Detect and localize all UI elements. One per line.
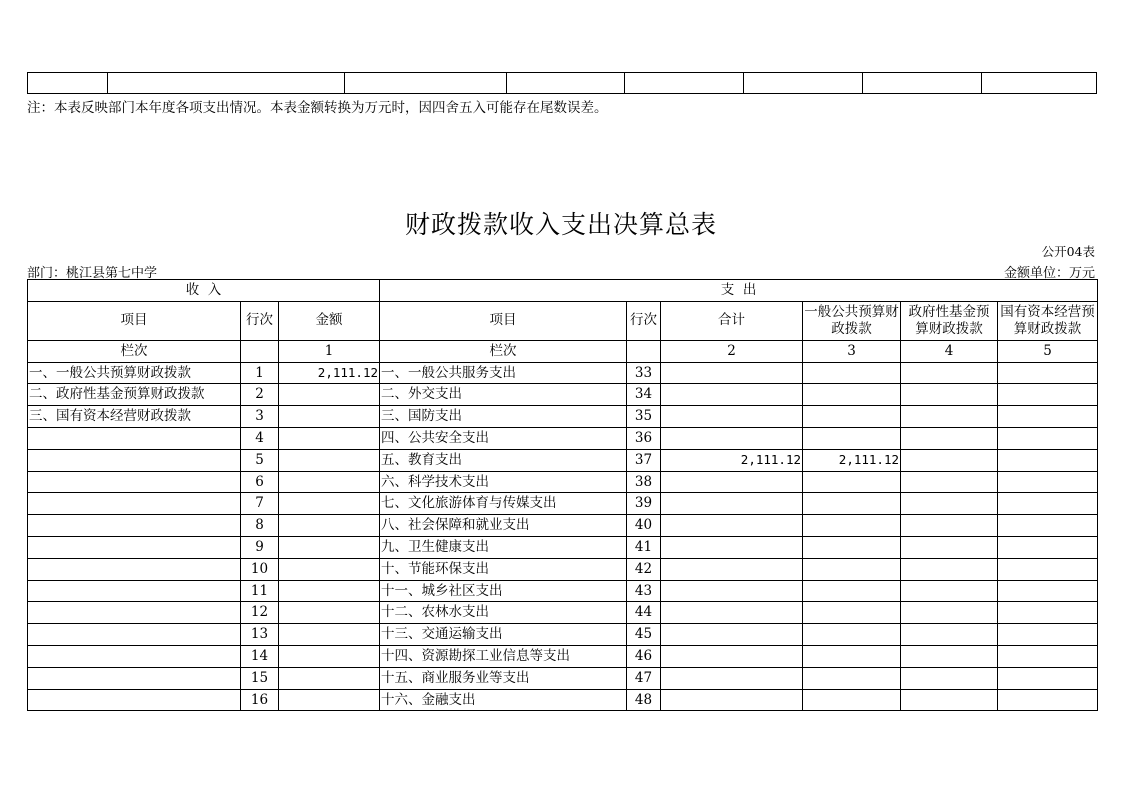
gov-fund-amount-cell [901,362,998,384]
expense-item-cell: 八、社会保障和就业支出 [380,515,627,537]
expense-row-no-cell: 47 [627,667,661,689]
expense-total-cell [661,689,803,711]
expense-item-cell: 二、外交支出 [380,384,627,406]
general-budget-amount-cell [803,471,901,493]
income-item-cell [28,449,241,471]
expense-item-cell: 十三、交通运输支出 [380,624,627,646]
income-amount-cell [279,645,380,667]
col-index-4: 4 [901,340,998,362]
state-capital-amount-cell [998,536,1098,558]
state-capital-amount-cell [998,471,1098,493]
table-row [28,689,1098,711]
gov-fund-amount-cell [901,384,998,406]
expense-row-no-cell: 43 [627,580,661,602]
amount-unit-label: 金额单位：万元 [1003,266,1095,281]
expense-total-cell [661,362,803,384]
income-item-cell [28,580,241,602]
expense-total-cell [661,536,803,558]
income-amount-cell [279,624,380,646]
table-row [28,602,1098,624]
income-row-no-cell: 8 [241,515,279,537]
income-amount-cell [279,427,380,449]
expense-total-cell [661,580,803,602]
total-header: 合计 [661,301,803,340]
income-item-cell [28,558,241,580]
expense-total-cell [661,471,803,493]
state-capital-amount-cell [998,427,1098,449]
income-row-no-cell: 5 [241,449,279,471]
expense-total-cell [661,493,803,515]
expense-row-no-cell: 42 [627,558,661,580]
income-row-no-cell: 14 [241,645,279,667]
income-amount-cell [279,558,380,580]
table-row [28,449,1098,471]
empty-cell [241,340,279,362]
income-amount-cell [279,493,380,515]
empty-cell [108,73,345,94]
income-amount-cell [279,602,380,624]
table-row [28,667,1098,689]
income-row-no-cell: 6 [241,471,279,493]
income-item-cell [28,427,241,449]
expense-item-cell: 五、教育支出 [380,449,627,471]
table-body [28,362,1098,711]
table-row [28,384,1098,406]
income-amount-cell [279,689,380,711]
gov-fund-amount-cell [901,427,998,449]
state-capital-amount-cell [998,515,1098,537]
income-amount-cell [279,449,380,471]
gov-fund-amount-cell [901,580,998,602]
expense-row-no-cell: 34 [627,384,661,406]
general-budget-amount-cell [803,427,901,449]
expense-row-no-cell: 48 [627,689,661,711]
general-budget-amount-cell [803,558,901,580]
expense-total-cell [661,667,803,689]
empty-cell [625,73,744,94]
general-budget-amount-cell [803,536,901,558]
expense-row-no-cell: 40 [627,515,661,537]
column-header-row [28,301,1098,340]
table-row [28,515,1098,537]
expense-col-label: 栏次 [380,340,627,362]
income-row-no-cell: 11 [241,580,279,602]
expense-item-cell: 十四、资源勘探工业信息等支出 [380,645,627,667]
expense-row-no-cell: 36 [627,427,661,449]
general-budget-amount-cell [803,406,901,428]
expense-total-cell [661,384,803,406]
general-budget-amount-cell [803,362,901,384]
state-capital-amount-cell [998,689,1098,711]
expense-row-no-cell: 39 [627,493,661,515]
income-item-cell [28,689,241,711]
table-row [28,558,1098,580]
state-capital-amount-cell [998,449,1098,471]
income-item-cell [28,624,241,646]
gov-fund-amount-cell [901,689,998,711]
income-row-no-cell: 13 [241,624,279,646]
table-row [28,493,1098,515]
income-row-no-cell: 12 [241,602,279,624]
expense-item-header: 项目 [380,301,627,340]
income-col-label: 栏次 [28,340,241,362]
table-row [28,427,1098,449]
expense-item-cell: 七、文化旅游体育与传媒支出 [380,493,627,515]
expense-row-no-cell: 46 [627,645,661,667]
expense-item-cell: 六、科学技术支出 [380,471,627,493]
section-header-row [28,280,1098,302]
empty-cell [627,340,661,362]
general-budget-amount-cell: 2,111.12 [803,449,901,471]
income-row-no-header: 行次 [241,301,279,340]
income-item-cell: 一、一般公共预算财政拨款 [28,362,241,384]
income-amount-cell [279,515,380,537]
expense-total-cell [661,645,803,667]
state-capital-amount-cell [998,362,1098,384]
gov-fund-amount-cell [901,645,998,667]
table-note: 注：本表反映部门本年度各项支出情况。本表金额转换为万元时，因四舍五入可能存在尾数误差。 [27,100,608,116]
gov-fund-amount-cell [901,558,998,580]
income-row-no-cell: 3 [241,406,279,428]
gov-fund-amount-cell [901,493,998,515]
income-row-no-cell: 16 [241,689,279,711]
column-index-row [28,340,1098,362]
general-budget-amount-cell [803,667,901,689]
income-item-cell [28,536,241,558]
gov-fund-amount-cell [901,471,998,493]
general-budget-amount-cell [803,624,901,646]
empty-cell [863,73,982,94]
expense-total-cell [661,558,803,580]
expense-row-no-cell: 37 [627,449,661,471]
expense-row-no-cell: 45 [627,624,661,646]
empty-cell [28,73,108,94]
expense-item-cell: 十二、农林水支出 [380,602,627,624]
col-index-2: 2 [661,340,803,362]
income-row-no-cell: 1 [241,362,279,384]
income-amount-cell [279,667,380,689]
table-row [28,406,1098,428]
table-row [28,645,1098,667]
table-row [28,624,1098,646]
previous-table-footer-row [27,72,1097,94]
gov-fund-amount-cell [901,624,998,646]
expense-item-cell: 十、节能环保支出 [380,558,627,580]
table-row [28,580,1098,602]
budget-summary-table [27,279,1098,711]
expense-total-cell [661,602,803,624]
expense-row-no-cell: 35 [627,406,661,428]
expense-row-no-header: 行次 [627,301,661,340]
income-item-header: 项目 [28,301,241,340]
col-index-5: 5 [998,340,1098,362]
gov-fund-amount-cell [901,406,998,428]
expense-row-no-cell: 41 [627,536,661,558]
gov-fund-header: 政府性基金预算财政拨款 [901,301,998,340]
gov-fund-amount-cell [901,536,998,558]
income-item-cell [28,667,241,689]
state-capital-amount-cell [998,406,1098,428]
income-item-cell [28,602,241,624]
state-capital-amount-cell [998,667,1098,689]
state-capital-header: 国有资本经营预算财政拨款 [998,301,1098,340]
general-budget-amount-cell [803,515,901,537]
expense-item-cell: 十一、城乡社区支出 [380,580,627,602]
income-item-cell [28,515,241,537]
income-amount-cell [279,580,380,602]
general-budget-amount-cell [803,602,901,624]
income-amount-cell [279,536,380,558]
expense-item-cell: 四、公共安全支出 [380,427,627,449]
expense-row-no-cell: 38 [627,471,661,493]
state-capital-amount-cell [998,580,1098,602]
state-capital-amount-cell [998,384,1098,406]
expense-row-no-cell: 33 [627,362,661,384]
income-item-cell [28,493,241,515]
income-item-cell [28,471,241,493]
empty-cell [982,73,1097,94]
income-amount-cell [279,471,380,493]
expense-row-no-cell: 44 [627,602,661,624]
general-budget-amount-cell [803,689,901,711]
department-label: 部门：桃江县第七中学 [27,266,158,281]
expense-total-cell: 2,111.12 [661,449,803,471]
table-row [28,362,1098,384]
expense-total-cell [661,515,803,537]
income-item-cell: 二、政府性基金预算财政拨款 [28,384,241,406]
income-row-no-cell: 9 [241,536,279,558]
general-budget-amount-cell [803,645,901,667]
general-budget-amount-cell [803,580,901,602]
expense-item-cell: 一、一般公共服务支出 [380,362,627,384]
income-row-no-cell: 10 [241,558,279,580]
state-capital-amount-cell [998,645,1098,667]
expense-section-header: 支 出 [380,280,1098,302]
form-number: 公开04表 [1041,244,1095,259]
income-row-no-cell: 15 [241,667,279,689]
state-capital-amount-cell [998,493,1098,515]
expense-total-cell [661,427,803,449]
income-amount-header: 金额 [279,301,380,340]
empty-cell [507,73,625,94]
state-capital-amount-cell [998,558,1098,580]
table-row [28,536,1098,558]
income-section-header: 收 入 [28,280,380,302]
empty-cell [345,73,507,94]
income-amount-cell [279,406,380,428]
expense-total-cell [661,624,803,646]
general-budget-amount-cell [803,384,901,406]
expense-item-cell: 十五、商业服务业等支出 [380,667,627,689]
income-row-no-cell: 2 [241,384,279,406]
gov-fund-amount-cell [901,602,998,624]
general-budget-amount-cell [803,493,901,515]
expense-total-cell [661,406,803,428]
col-index-1: 1 [279,340,380,362]
table-row [28,471,1098,493]
gov-fund-amount-cell [901,449,998,471]
state-capital-amount-cell [998,602,1098,624]
income-item-cell: 三、国有资本经营财政拨款 [28,406,241,428]
income-amount-cell: 2,111.12 [279,362,380,384]
general-budget-header: 一般公共预算财政拨款 [803,301,901,340]
empty-cell [744,73,863,94]
income-row-no-cell: 7 [241,493,279,515]
expense-item-cell: 九、卫生健康支出 [380,536,627,558]
col-index-3: 3 [803,340,901,362]
expense-item-cell: 三、国防支出 [380,406,627,428]
gov-fund-amount-cell [901,515,998,537]
income-amount-cell [279,384,380,406]
page-title: 财政拨款收入支出决算总表 [404,210,717,239]
income-row-no-cell: 4 [241,427,279,449]
state-capital-amount-cell [998,624,1098,646]
income-item-cell [28,645,241,667]
gov-fund-amount-cell [901,667,998,689]
expense-item-cell: 十六、金融支出 [380,689,627,711]
